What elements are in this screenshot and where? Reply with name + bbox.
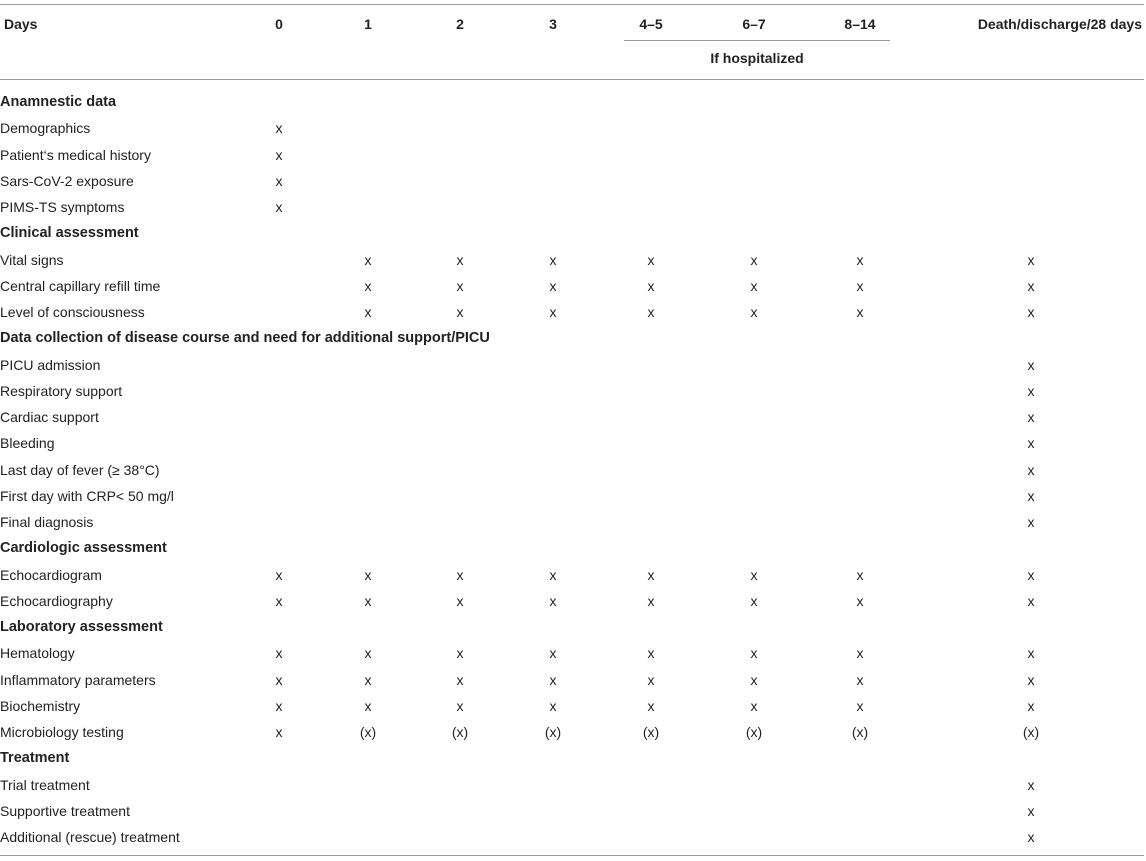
mark-cell [324, 404, 412, 430]
mark-cell [324, 115, 412, 141]
table-row [0, 378, 1146, 404]
table-row [0, 588, 1146, 614]
mark-cell: x [364, 592, 372, 609]
mark-cell: x [1027, 277, 1035, 294]
section-row [0, 745, 1146, 771]
row-label: Last day of fever (≥ 38°C) [0, 461, 160, 478]
section-row [0, 325, 1146, 351]
mark-cell [234, 378, 324, 404]
mark-cell: x [1027, 697, 1035, 714]
mark-cell: x [456, 645, 464, 662]
table-row [0, 247, 1146, 273]
mark-cell [508, 430, 598, 456]
mark-cell: x [549, 671, 557, 688]
table-row [0, 352, 1146, 378]
mark-cell [916, 194, 1146, 220]
mark-cell: x [456, 592, 464, 609]
mark-cell [412, 457, 508, 483]
mark-cell [804, 457, 916, 483]
mark-cell: x [750, 592, 758, 609]
mark-cell: x [750, 251, 758, 268]
mark-cell [804, 798, 916, 824]
mark-cell [704, 168, 804, 194]
header-day-3: 3 [549, 16, 557, 32]
mark-cell: x [549, 277, 557, 294]
section-label: Data collection of disease course and need for additional support/PICU [0, 330, 490, 347]
table-row [0, 562, 1146, 588]
mark-cell [324, 430, 412, 456]
mark-cell [234, 509, 324, 535]
row-label: Biochemistry [0, 697, 81, 714]
mark-cell [598, 194, 704, 220]
row-label: Bleeding [0, 435, 55, 452]
mark-cell [324, 168, 412, 194]
mark-cell: x [456, 251, 464, 268]
row-label: Cardiac support [0, 409, 99, 426]
header-day-2: 2 [456, 16, 464, 32]
table-body [0, 89, 1146, 850]
bottom-rule [0, 855, 1144, 856]
mark-cell [234, 772, 324, 798]
mark-cell: (x) [642, 724, 660, 741]
mark-cell: x [549, 697, 557, 714]
mark-cell: x [856, 304, 864, 321]
row-label: Echocardiography [0, 592, 113, 609]
mark-cell: x [1027, 514, 1035, 531]
mark-cell [412, 824, 508, 850]
mark-cell: x [647, 697, 655, 714]
mark-cell [234, 430, 324, 456]
mark-cell: x [364, 697, 372, 714]
mark-cell [704, 378, 804, 404]
table-row [0, 483, 1146, 509]
mark-cell [916, 142, 1146, 168]
mark-cell: x [456, 697, 464, 714]
mark-cell [804, 404, 916, 430]
mark-cell [804, 430, 916, 456]
mark-cell: x [275, 146, 283, 163]
row-label: PICU admission [0, 356, 101, 373]
mark-cell: x [456, 304, 464, 321]
row-label: Level of consciousness [0, 304, 145, 321]
mark-cell [324, 352, 412, 378]
mark-cell: (x) [851, 724, 869, 741]
mark-cell: x [856, 697, 864, 714]
mark-cell [598, 509, 704, 535]
mark-cell: x [647, 304, 655, 321]
table-row [0, 299, 1146, 325]
mark-cell [412, 352, 508, 378]
mark-cell: x [364, 671, 372, 688]
row-label: Echocardiogram [0, 566, 102, 583]
mark-cell [412, 772, 508, 798]
mark-cell: x [549, 304, 557, 321]
row-label: Hematology [0, 645, 75, 662]
mark-cell [508, 378, 598, 404]
mark-cell: (x) [544, 724, 562, 741]
mark-cell [508, 824, 598, 850]
section-label: Cardiologic assessment [0, 540, 167, 557]
mark-cell [234, 404, 324, 430]
row-label: Patient‘s medical history [0, 146, 151, 163]
mark-cell: x [856, 671, 864, 688]
table-row [0, 404, 1146, 430]
mark-cell: x [750, 697, 758, 714]
row-label: Trial treatment [0, 776, 90, 793]
mark-cell [412, 168, 508, 194]
mark-cell [704, 457, 804, 483]
mark-cell [508, 483, 598, 509]
mark-cell [804, 168, 916, 194]
mark-cell [234, 299, 324, 325]
mark-cell [234, 457, 324, 483]
mark-cell: x [647, 671, 655, 688]
table-row [0, 457, 1146, 483]
mark-cell [324, 142, 412, 168]
mark-cell [704, 404, 804, 430]
mark-cell: x [364, 251, 372, 268]
mark-cell: x [750, 566, 758, 583]
mark-cell [704, 772, 804, 798]
table-row [0, 168, 1146, 194]
mark-cell: x [275, 697, 283, 714]
mark-cell [704, 824, 804, 850]
mark-cell [508, 142, 598, 168]
mark-cell [598, 404, 704, 430]
mark-cell [598, 115, 704, 141]
mark-cell [598, 142, 704, 168]
mark-cell: x [647, 645, 655, 662]
row-label: Demographics [0, 120, 91, 137]
mark-cell [804, 378, 916, 404]
mark-cell [412, 378, 508, 404]
mark-cell: x [275, 592, 283, 609]
mark-cell [598, 352, 704, 378]
table-row [0, 430, 1146, 456]
mark-cell [598, 430, 704, 456]
mark-cell [412, 430, 508, 456]
mark-cell: x [549, 645, 557, 662]
mark-cell [916, 168, 1146, 194]
mark-cell [704, 509, 804, 535]
mark-cell [234, 824, 324, 850]
mark-cell: x [275, 172, 283, 189]
mark-cell [234, 273, 324, 299]
mark-cell [508, 168, 598, 194]
mark-cell [598, 168, 704, 194]
mark-cell [508, 115, 598, 141]
mark-cell [234, 247, 324, 273]
mark-cell [804, 509, 916, 535]
mark-cell [234, 483, 324, 509]
mark-cell: x [1027, 776, 1035, 793]
mark-cell [508, 457, 598, 483]
section-row [0, 535, 1146, 561]
table-row [0, 824, 1146, 850]
mark-cell: (x) [451, 724, 469, 741]
section-label: Treatment [0, 750, 70, 767]
mark-cell: x [549, 592, 557, 609]
mark-cell [598, 772, 704, 798]
mark-cell [508, 352, 598, 378]
mark-cell [412, 115, 508, 141]
mark-cell [324, 378, 412, 404]
mark-cell: x [275, 724, 283, 741]
section-row [0, 220, 1146, 246]
header-days: Days [4, 16, 38, 32]
mark-cell: x [1027, 382, 1035, 399]
mark-cell [412, 798, 508, 824]
mark-cell: x [750, 277, 758, 294]
mark-cell: x [856, 645, 864, 662]
mark-cell: x [1027, 409, 1035, 426]
mark-cell: x [364, 277, 372, 294]
mark-cell [598, 483, 704, 509]
row-label: Vital signs [0, 251, 64, 268]
mark-cell [804, 142, 916, 168]
mark-cell [324, 457, 412, 483]
mark-cell: x [647, 277, 655, 294]
header-if-hospitalized: If hospitalized [710, 50, 804, 66]
mark-cell [598, 798, 704, 824]
table-row [0, 693, 1146, 719]
mark-cell: x [364, 566, 372, 583]
section-label: Clinical assessment [0, 225, 139, 242]
mark-cell [508, 798, 598, 824]
mark-cell [804, 115, 916, 141]
mark-cell: x [275, 199, 283, 216]
mark-cell [234, 352, 324, 378]
mark-cell [804, 483, 916, 509]
mark-cell [508, 772, 598, 798]
header-day-1: 1 [364, 16, 372, 32]
mark-cell [324, 194, 412, 220]
table-row [0, 194, 1146, 220]
mark-cell [324, 483, 412, 509]
row-label: Final diagnosis [0, 514, 94, 531]
mark-cell: x [549, 251, 557, 268]
mark-cell: x [1027, 645, 1035, 662]
mark-cell: x [750, 645, 758, 662]
mark-cell: x [856, 251, 864, 268]
mark-cell [704, 352, 804, 378]
mark-cell [508, 509, 598, 535]
mark-cell: x [275, 671, 283, 688]
mark-cell [412, 509, 508, 535]
mark-cell [324, 798, 412, 824]
mark-cell [598, 457, 704, 483]
header-day-6-7: 6–7 [742, 16, 766, 32]
header-day-4-5: 4–5 [639, 16, 663, 32]
mark-cell: x [1027, 829, 1035, 846]
mark-cell: x [750, 304, 758, 321]
table-row [0, 772, 1146, 798]
mark-cell: x [1027, 671, 1035, 688]
table-row [0, 798, 1146, 824]
mark-cell: x [364, 645, 372, 662]
mark-cell [234, 798, 324, 824]
mark-cell: x [1027, 356, 1035, 373]
table-row [0, 667, 1146, 693]
mark-cell: x [275, 120, 283, 137]
mark-cell: x [456, 277, 464, 294]
table-row [0, 640, 1146, 666]
mark-cell [508, 404, 598, 430]
mark-cell: x [647, 251, 655, 268]
mark-cell [704, 798, 804, 824]
mark-cell [412, 142, 508, 168]
top-rule [0, 4, 1144, 5]
mark-cell [704, 194, 804, 220]
mark-cell [324, 824, 412, 850]
mark-cell: x [856, 277, 864, 294]
section-label: Laboratory assessment [0, 619, 163, 636]
row-label: Central capillary refill time [0, 277, 161, 294]
mark-cell: (x) [1022, 724, 1040, 741]
header-death-discharge: Death/discharge/28 days [977, 16, 1142, 32]
mark-cell: (x) [359, 724, 377, 741]
header-bottom-rule [0, 79, 1144, 80]
row-label: Supportive treatment [0, 802, 130, 819]
mark-cell [804, 352, 916, 378]
row-label: Respiratory support [0, 382, 123, 399]
row-label: Inflammatory parameters [0, 671, 156, 688]
mark-cell: x [1027, 251, 1035, 268]
mark-cell: x [275, 566, 283, 583]
mark-cell [598, 378, 704, 404]
table-row [0, 115, 1146, 141]
mark-cell [704, 142, 804, 168]
row-label: First day with CRP< 50 mg/l [0, 487, 174, 504]
mark-cell: x [647, 566, 655, 583]
mark-cell [412, 194, 508, 220]
mark-cell: x [1027, 487, 1035, 504]
mark-cell: x [275, 645, 283, 662]
mark-cell: x [1027, 461, 1035, 478]
mark-cell [324, 772, 412, 798]
mark-cell: x [1027, 304, 1035, 321]
mark-cell [804, 194, 916, 220]
header-day-8-14: 8–14 [844, 16, 876, 32]
table-row [0, 273, 1146, 299]
mark-cell: x [364, 304, 372, 321]
row-label: Additional (rescue) treatment [0, 829, 180, 846]
mark-cell [508, 194, 598, 220]
mark-cell: x [1027, 566, 1035, 583]
table-row [0, 719, 1146, 745]
mark-cell: x [1027, 592, 1035, 609]
mark-cell: (x) [745, 724, 763, 741]
mark-cell: x [1027, 802, 1035, 819]
mark-cell [598, 824, 704, 850]
mark-cell [804, 824, 916, 850]
mark-cell [916, 115, 1146, 141]
mark-cell [704, 115, 804, 141]
mark-cell: x [549, 566, 557, 583]
section-label: Anamnestic data [0, 94, 117, 111]
section-row [0, 89, 1146, 115]
mark-cell [412, 404, 508, 430]
group-rule [624, 40, 890, 41]
mark-cell [804, 772, 916, 798]
mark-cell: x [750, 671, 758, 688]
mark-cell: x [456, 671, 464, 688]
mark-cell: x [456, 566, 464, 583]
row-label: Sars-CoV-2 exposure [0, 172, 134, 189]
section-row [0, 614, 1146, 640]
mark-cell [324, 509, 412, 535]
mark-cell: x [856, 566, 864, 583]
mark-cell [412, 483, 508, 509]
table-row [0, 509, 1146, 535]
mark-cell [704, 483, 804, 509]
header-day-0: 0 [275, 16, 283, 32]
mark-cell: x [1027, 435, 1035, 452]
row-label: PIMS-TS symptoms [0, 199, 125, 216]
mark-cell [704, 430, 804, 456]
mark-cell: x [856, 592, 864, 609]
table-row [0, 142, 1146, 168]
mark-cell: x [647, 592, 655, 609]
row-label: Microbiology testing [0, 724, 124, 741]
